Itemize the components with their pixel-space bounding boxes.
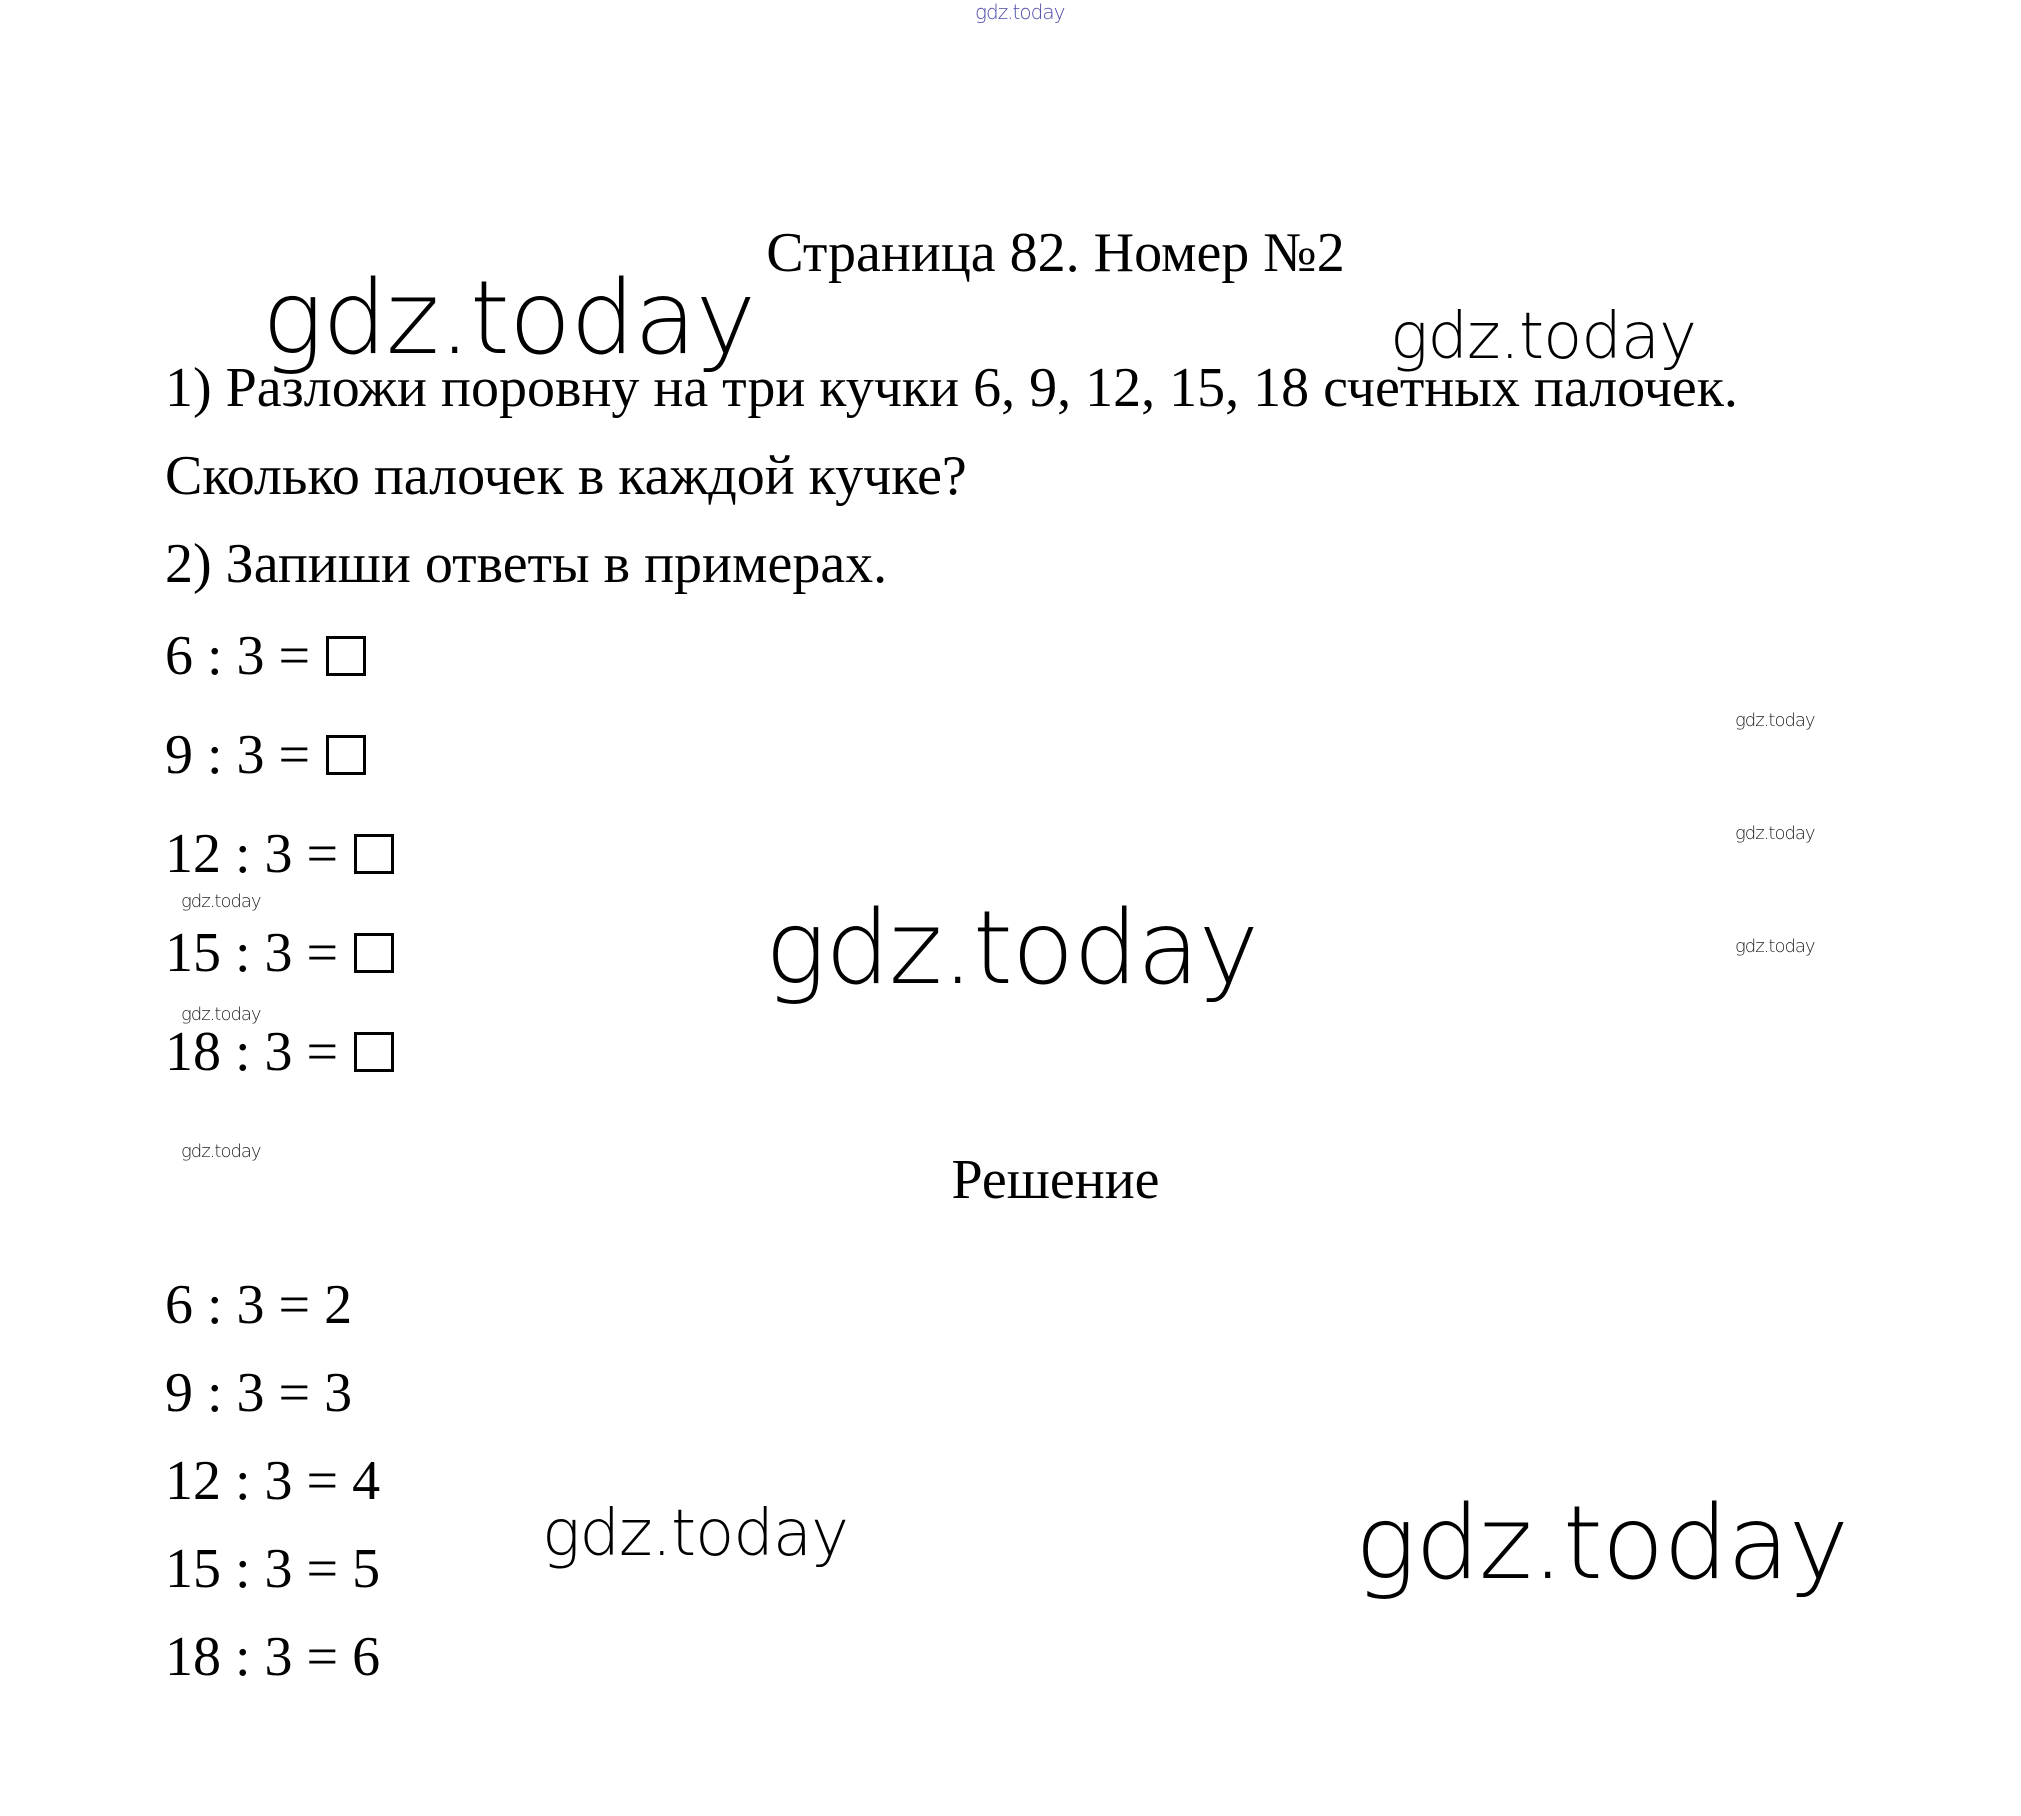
- exercise-row: [165, 724, 366, 786]
- answer-box: [354, 834, 394, 874]
- exercise-text: 18 : 3 =: [165, 1021, 339, 1083]
- answer-box: [354, 1032, 394, 1072]
- task-line-1: 1) Разложи поровну на три кучки 6, 9, 12, 15, 18 счетных палочек.: [165, 357, 1738, 419]
- answer-row: 6 : 3 = 2: [165, 1274, 353, 1336]
- exercise-text: 6 : 3 =: [165, 625, 311, 687]
- exercise-row: [165, 823, 394, 885]
- solution-heading-text: Решение: [951, 1149, 1160, 1211]
- watermark-top: gdz.today: [975, 0, 1065, 24]
- answer-row: 9 : 3 = 3: [165, 1362, 353, 1424]
- page-title-text: Страница 82. Номер №2: [766, 222, 1345, 284]
- exercise-row: [165, 1021, 394, 1083]
- watermark-large: gdz.today: [262, 259, 755, 378]
- watermark-medium: gdz.today: [1390, 300, 1696, 374]
- watermark-medium: gdz.today: [542, 1497, 848, 1571]
- watermark-small: gdz.today: [1735, 823, 1815, 844]
- task-line-2: Сколько палочек в каждой кучке?: [165, 445, 967, 507]
- task-line-3: 2) Запиши ответы в примерах.: [165, 533, 888, 595]
- watermark-small: gdz.today: [1735, 936, 1815, 957]
- watermark-small: gdz.today: [181, 1004, 261, 1025]
- watermark-small: gdz.today: [1735, 710, 1815, 731]
- answer-box: [326, 735, 366, 775]
- watermark-small: gdz.today: [181, 1141, 261, 1162]
- exercise-row: [165, 625, 366, 687]
- exercise-text: 9 : 3 =: [165, 724, 311, 786]
- exercise-row: [165, 922, 394, 984]
- exercise-text: 15 : 3 =: [165, 922, 339, 984]
- exercise-text: 12 : 3 =: [165, 823, 339, 885]
- answer-row: 15 : 3 = 5: [165, 1538, 381, 1600]
- watermark-large: gdz.today: [765, 889, 1258, 1008]
- answer-box: [326, 636, 366, 676]
- answer-box: [354, 933, 394, 973]
- page-title: [0, 222, 2021, 284]
- watermark-small: gdz.today: [181, 891, 261, 912]
- watermark-large: gdz.today: [1355, 1484, 1848, 1603]
- answer-row: 18 : 3 = 6: [165, 1626, 381, 1688]
- answer-row: 12 : 3 = 4: [165, 1450, 381, 1512]
